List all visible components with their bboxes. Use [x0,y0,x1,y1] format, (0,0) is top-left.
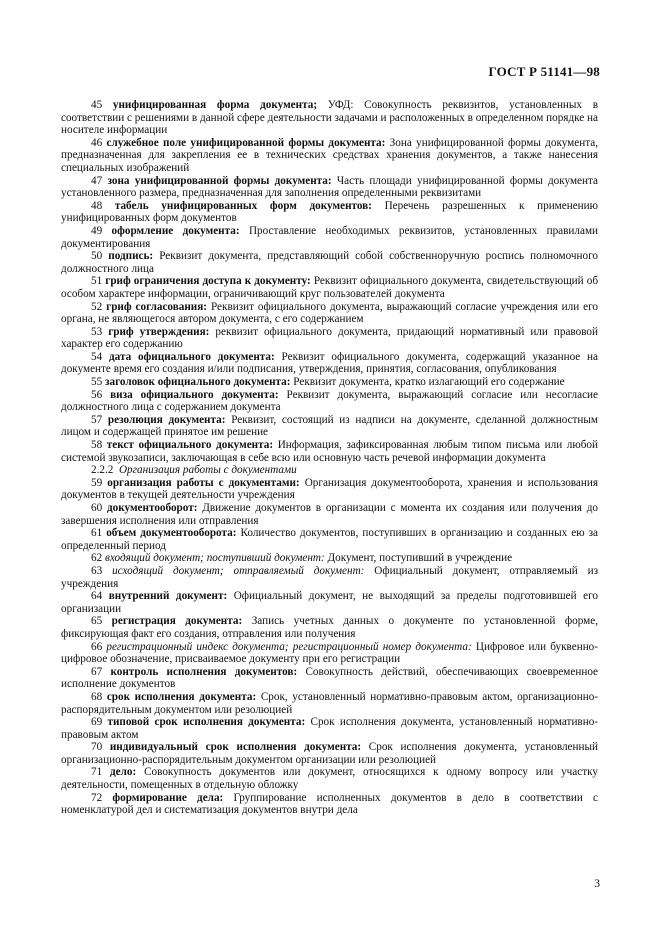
entry-term: резолюция документа: [107,413,226,426]
entry-definition: реквизит официального документа, придающий нормативный или правовой характер его содержанию [61,325,599,351]
entry-definition: Движение документов в организации с момента их создания или получения до завершения исполнения или отправления [61,502,598,527]
definition-entry [61,792,598,817]
entry-number: 61 [91,527,103,540]
definition-entry [61,590,598,615]
entry-term: зона унифицированной формы документа: [107,174,332,187]
entry-number: 48 [91,199,103,212]
entry-definition: Срок, установленный нормативно-правовым актом, организационно-распорядительным документом или резолюцией [61,690,599,716]
definition-entry [61,326,598,351]
entry-number: 56 [91,388,103,401]
definition-entry [61,439,598,464]
entry-number: 60 [91,502,103,514]
entry-definition: Реквизит официального документа, выражающий согласие учреждения или его органа, не являющегося автором документа, с его содержанием [61,300,599,326]
entry-term: организация работы с документами: [107,476,300,489]
entry-definition: Реквизит документа, выражающий согласие или несогласие должностного лица с содержанием документа [61,388,599,414]
definition-entry [61,351,598,376]
entry-term: гриф утверждения: [108,325,210,338]
entry-term: входящий документ; поступивший документ: [104,552,325,565]
entry-definition: Информация, зафиксированная любым типом письма или любой системой звукозаписи, заключающая в себе всю или основную часть речевой информации документа [61,439,598,464]
definition-entry [61,175,598,200]
entry-term: исходящий документ; отправляемый документ: [112,564,365,577]
definition-entry [61,565,598,590]
entry-definition: Запись учетных данных о документе по установленной форме, фиксирующая факт его создания, отправления или получения [61,615,598,640]
entry-number: 67 [91,665,103,678]
definition-entry [61,389,598,414]
entry-definition: Срок исполнения документа, установленный нормативно-правовым актом [61,716,599,741]
entry-number: 71 [91,766,103,779]
section-heading [61,464,598,477]
entry-definition: Цифровое или буквенно-цифровое обозначение, присваиваемое документу при его регистрации [61,640,599,666]
entry-number: 46 [91,136,103,149]
entry-term: внутренний документ: [108,590,228,603]
definition-entry [61,137,598,175]
entry-number: 64 [91,590,103,603]
entry-definition: Совокупность действий, обеспечивающих своевременное исполнение документов [61,665,599,691]
entry-definition: Официальный документ, отправляемый из учреждения [61,564,598,590]
entry-definition: Реквизит документа, кратко излагающий его содержание [293,376,565,389]
entry-number: 50 [91,250,103,263]
entry-number: 52 [91,300,103,313]
entry-number: 70 [91,741,103,754]
entry-term: документооборот: [106,502,198,514]
definition-entry [61,502,598,527]
entry-term: унифицированная форма документа; [112,99,318,111]
entry-definition: Зона унифицированной формы документа, предназначенная для закрепления ее в технических средствах хранения документов, а также нанесения специальных изображений [61,136,599,174]
definitions-list [61,99,598,817]
definition-entry [61,741,598,766]
entry-term: подпись: [108,250,154,263]
entry-term: служебное поле унифицированной формы документа: [106,136,386,149]
section-title: Организация работы с документами [118,464,297,477]
entry-number: 53 [91,325,103,338]
entry-term: контроль исполнения документов: [110,665,298,678]
entry-term: гриф согласования: [106,300,208,313]
definition-entry [61,275,598,300]
entry-number: 62 [91,552,103,565]
definition-entry [61,615,598,640]
entry-definition: Группирование исполненных документов в дело в соответствии с номенклатурой дел и систематизация документов внутри дела [61,791,598,817]
entry-term: дело: [110,766,137,779]
entry-number: 55 [91,376,103,389]
entry-term: объем документооборота: [106,527,237,540]
entry-term: текст официального документа: [106,439,274,452]
entry-number: 54 [91,350,103,363]
entry-term: формирование дела: [112,791,224,804]
document-code-header: ГОСТ Р 51141—98 [488,64,600,79]
entry-number: 57 [91,413,103,426]
definition-entry [61,99,598,137]
entry-term: индивидуальный срок исполнения документа: [109,741,362,754]
entry-number: 66 [91,640,103,653]
definition-entry [61,250,598,275]
entry-term: дата официального документа: [108,350,275,363]
definition-entry [61,225,598,250]
entry-definition: Реквизит официального документа, свидетельствующий об особом характере информации, ограничивающий круг пользователей документа [61,275,599,300]
entry-number: 47 [91,174,103,187]
section-number: 2.2.2 [91,464,114,477]
entry-number: 51 [91,275,103,288]
entry-definition: УФД: Совокупность реквизитов, установленных в соответствии с решениями в данной сфере деятельности задачами и расположенных в определенном порядке на носителе информации [61,99,599,137]
entry-number: 45 [91,99,103,111]
entry-term: типовой срок исполнения документа: [107,716,306,729]
entry-definition: Официальный документ, не выходящий за пределы подготовившей его организации [61,590,598,615]
entry-definition: Часть площади унифицированной формы документа установленного размера, предназначенная для заполнения определенными реквизитами [61,174,598,200]
definition-entry [61,527,598,552]
entry-definition: Документ, поступивший в учреждение [327,552,513,565]
entry-definition: Срок исполнения документа, установленный организационно-распорядительным документом организации или резолюцией [61,741,599,766]
entry-definition: Перечень разрешенных к применению унифицированных форм документов [61,199,599,225]
entry-number: 68 [91,690,103,703]
entry-number: 69 [91,716,103,729]
entry-definition: Организация документооборота, хранения и использования документов в текущей деятельности учреждения [61,476,599,502]
definition-entry [61,716,598,741]
entry-number: 49 [91,224,103,237]
definition-entry [61,200,598,225]
definition-entry [61,414,598,439]
definition-entry [61,301,598,326]
definition-entry [61,641,598,666]
page-number: 3 [594,878,600,890]
definition-entry [61,766,598,791]
entry-term: табель унифицированных форм документов: [114,199,372,212]
entry-term: гриф ограничения доступа к документу: [105,275,311,288]
entry-number: 59 [91,476,103,489]
definition-entry [61,376,598,389]
entry-term: виза официального документа: [110,388,279,401]
entry-number: 65 [91,615,103,628]
entry-definition: Реквизит официального документа, содержащий указанное на документе время его создания и/или подписания, утверждения, принятия, согласования, опубликования [61,350,599,376]
entry-term: срок исполнения документа: [106,690,257,703]
entry-definition: Количество документов, поступивших в организацию и созданных ею за определенный период [61,527,599,552]
entry-number: 72 [91,791,103,804]
entry-definition: Совокупность документов или документ, относящихся к одному вопросу или участку деятельности, помещенных в отдельную обложку [61,766,598,792]
definition-entry [61,552,598,565]
entry-number: 58 [91,439,103,452]
entry-number: 63 [91,564,103,577]
entry-term: оформление документа: [111,224,240,237]
definition-entry [61,691,598,716]
entry-term: регистрационный индекс документа; регистрационный номер документа: [106,640,472,653]
entry-term: регистрация документа: [111,615,243,628]
entry-term: заголовок официального документа: [104,376,291,389]
definition-entry [61,666,598,691]
definition-entry [61,477,598,502]
entry-definition: Проставление необходимых реквизитов, установленных правилами документирования [61,224,599,250]
entry-definition: Реквизит документа, представляющий собой собственноручную роспись полномочного должностного лица [61,250,599,275]
entry-definition: Реквизит, состоящий из надписи на документе, сделанной должностным лицом и содержащей принятое им решение [61,413,599,439]
